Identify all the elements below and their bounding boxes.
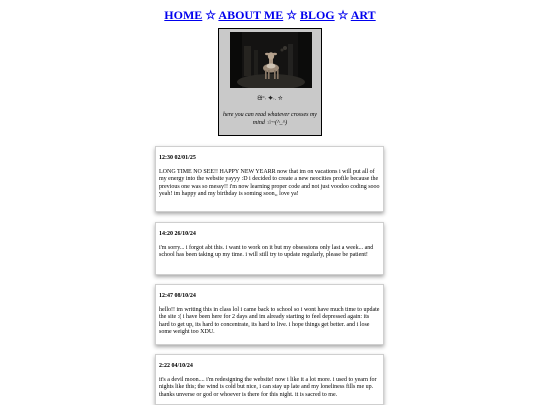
blog-post bbox=[155, 284, 384, 345]
post-date: 12:47 08/10/24 bbox=[159, 293, 196, 299]
post-date: 14:20 26/10/24 bbox=[159, 231, 196, 237]
nav-link-about-me[interactable]: ABOUT ME bbox=[218, 8, 284, 22]
nav-link-home[interactable]: HOME bbox=[164, 8, 203, 22]
nav-link-art[interactable]: ART bbox=[350, 8, 376, 22]
post-body: it's a devil moon.... i'm redesigning the website! now i like it a lot more. i used to yearn for nights like this; the wind is cold but nice, i can stay up late and my loneliness fills me up. thanks unverse or god or whoever is there for this night. it is sacred to me. bbox=[159, 376, 377, 398]
post-date: 12:30 02/01/25 bbox=[159, 155, 196, 161]
blog-post bbox=[155, 146, 384, 212]
post-body: i'm sorry... i forgot abt this. i want to work on it but my obsessions only last a week... and school has been taking up my time. i will still try to update regularly, please be patient! bbox=[159, 244, 374, 258]
deer-photo-art bbox=[230, 32, 312, 88]
top-nav bbox=[0, 8, 540, 23]
nav-star-separator: ☆ bbox=[337, 8, 349, 22]
deer-photo bbox=[230, 32, 312, 88]
post-body: hello!! im writing this in class lol i came back to school so i wont have much time to update the site :( i have been here for 2 days and im already starting to feel depressed again: its hard to get up, its hard to concentrate, its hard to live. i hope things get better. and i lose some weight too XDU. bbox=[159, 306, 380, 335]
header-caption: here you can read whatever crosses my mind ☆~(^_^) bbox=[223, 112, 317, 126]
post-date: 2:22 04/10/24 bbox=[159, 363, 193, 369]
caption-decoration: ᙠ°˖ ✦˖. ☆ bbox=[257, 96, 283, 102]
header-box bbox=[218, 28, 322, 136]
blog-post bbox=[155, 354, 384, 405]
blog-post bbox=[155, 222, 384, 275]
nav-link-blog[interactable]: BLOG bbox=[299, 8, 335, 22]
nav-star-separator: ☆ bbox=[286, 8, 297, 22]
post-body: LONG TIME NO SEE!! HAPPY NEW YEARR now that im on vacations i will put all of my energy into the website yayyy :D i decided to create a new neocities profile because the previous one was so messy!! i'm now learning proper code and not just voodoo coding sooo yeah! im happy and my birthday is soming soon,, love ya! bbox=[159, 168, 380, 197]
nav-star-separator: ☆ bbox=[205, 8, 217, 22]
